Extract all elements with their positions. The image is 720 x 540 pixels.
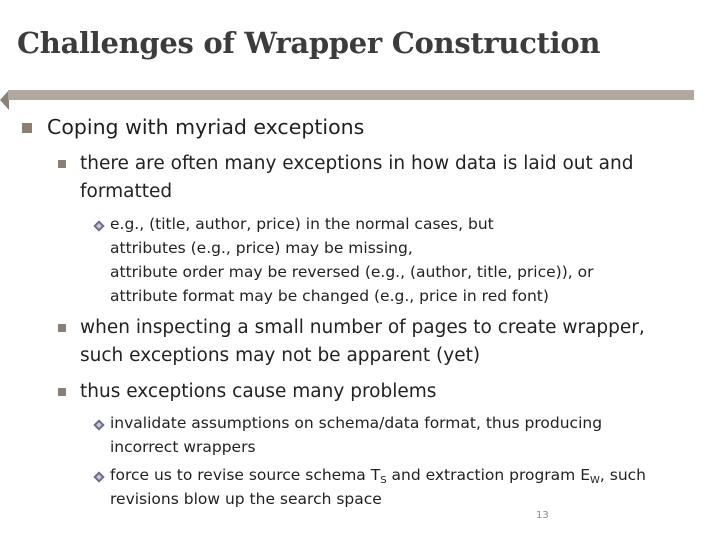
problem-1-line-1: invalidate assumptions on schema/data format, thus producing: [110, 414, 603, 432]
slide-number: 13: [536, 510, 549, 521]
schema-subscript: S: [380, 475, 387, 486]
problem-1-line-2: incorrect wrappers: [110, 438, 256, 456]
problem-2-text-b: and extraction program E: [386, 466, 591, 484]
diamond-bullet-icon: [93, 419, 105, 431]
sub-bullet-2-line-1: when inspecting a small number of pages to create wrapper,: [80, 317, 645, 338]
problem-2-text-a: force us to revise source schema T: [110, 466, 381, 484]
detail-line-1: e.g., (title, author, price) in the normal cases, but: [110, 215, 494, 233]
program-subscript: W: [590, 475, 600, 486]
square-bullet-icon: [22, 123, 32, 133]
square-bullet-icon: [58, 160, 66, 168]
detail-line-4: attribute format may be changed (e.g., price in red font): [110, 287, 549, 305]
sub-bullet-2-line-2: such exceptions may not be apparent (yet): [80, 345, 481, 366]
square-bullet-icon: [58, 388, 66, 396]
problem-2-text-c: , such: [599, 466, 647, 484]
problem-2-line-2: revisions blow up the search space: [110, 490, 382, 508]
sub-bullet-1-line-2: formatted: [80, 181, 173, 202]
main-bullet-text: Coping with myriad exceptions: [47, 115, 365, 139]
slide-title: Challenges of Wrapper Construction: [17, 26, 601, 60]
diamond-bullet-icon: [93, 220, 105, 232]
diamond-bullet-icon: [93, 471, 105, 483]
detail-line-2: attributes (e.g., price) may be missing,: [110, 239, 413, 257]
sub-bullet-3-text: thus exceptions cause many problems: [80, 381, 437, 402]
sub-bullet-1-line-1: there are often many exceptions in how data is laid out and: [80, 153, 634, 174]
detail-line-3: attribute order may be reversed (e.g., (author, title, price)), or: [110, 263, 594, 281]
square-bullet-icon: [58, 324, 66, 332]
title-underline-bar: [8, 90, 694, 100]
